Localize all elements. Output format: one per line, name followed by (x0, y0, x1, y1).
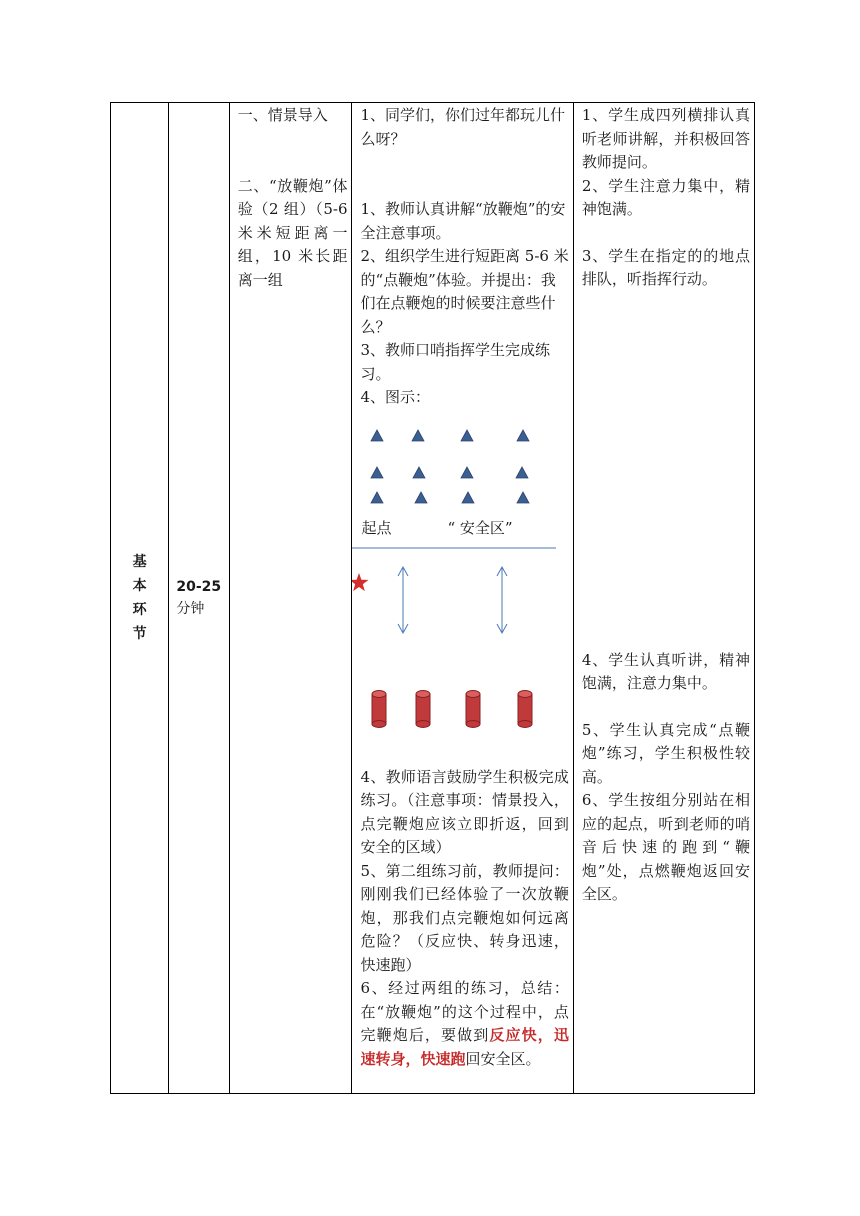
cone-icon (371, 492, 383, 503)
firecracker-top (416, 690, 430, 697)
student-point-1: 1、学生成四列横排认真听老师讲解，并积极回答教师提问。 (581, 106, 750, 171)
teacher-point-6: 5、第二组练习前，教师提问：刚刚我们已经体验了一次放鞭炮，那我们点完鞭炮如何远离危险？（反应快、转身迅速，快速跑） (360, 861, 569, 974)
time-label (169, 576, 228, 620)
section-cell (111, 103, 169, 1094)
section-label: 基本环节 (132, 554, 147, 642)
cone-icon (371, 467, 383, 478)
firecracker-top (466, 690, 480, 697)
cone-icon (371, 430, 383, 441)
student-point-6: 6、学生按组分别站在相应的起点，听到老师的哨音后快速的跑到“鞭炮”处，点燃鞭炮返回安全区。 (581, 791, 750, 903)
diagram-start-label: 起点 (361, 518, 392, 537)
cone-icon (412, 430, 424, 441)
cone-icon (517, 492, 529, 503)
firecracker-top (518, 690, 532, 697)
star-icon (352, 573, 369, 591)
diagram-safe-label: “ 安全区” (447, 518, 513, 537)
cone-icon (415, 492, 427, 503)
teacher-point-2: 2、组织学生进行短距离 5-6 米的“点鞭炮”体验。并提出：我们在点鞭炮的时候要注意些什么？ (360, 247, 569, 336)
firecracker-icon (466, 694, 480, 724)
cone-icon (413, 467, 425, 478)
cone-icon (461, 430, 473, 441)
table-row (111, 103, 755, 1094)
teacher-point-4: 4、图示： (360, 388, 431, 406)
content-item-2: 二、“放鞭炮”体验（2 组）（5-6 米米短距离一组，10 米长距离一组 (237, 176, 348, 289)
drill-diagram (352, 410, 572, 766)
teacher-point-5: 4、教师语言鼓励学生积极完成练习。（注意事项：情景投入，点完鞭炮应该立即折返，回到安全的区域） (360, 767, 569, 856)
teacher-cell (352, 103, 573, 1094)
student-point-4: 4、学生认真听讲，精神饱满，注意力集中。 (581, 650, 750, 692)
student-cell (573, 103, 754, 1094)
cone-icon (461, 467, 473, 478)
student-point-2: 2、学生注意力集中，精神饱满。 (581, 176, 750, 218)
firecracker-bottom (466, 720, 480, 727)
cone-icon (516, 467, 528, 478)
firecracker-bottom (372, 720, 386, 727)
time-cell (169, 103, 229, 1094)
summary-text-a: 6、经过两组的练习，总结：在“放鞭炮”的这个过程中，点完鞭炮后，要做到 (360, 979, 569, 1044)
cone-icon (462, 492, 474, 503)
firecracker-icon (518, 694, 532, 724)
student-point-3: 3、学生在指定的的地点排队，听指挥行动。 (581, 246, 750, 288)
firecracker-icon (416, 694, 430, 724)
drill-diagram-svg (352, 410, 572, 766)
firecracker-top (372, 690, 386, 697)
time-unit: 分钟 (176, 601, 205, 617)
teacher-question-1: 1、同学们，你们过年都玩儿什么呀？ (360, 106, 566, 148)
summary-text-b: 回安全区。 (465, 1049, 541, 1068)
cone-icon (517, 430, 529, 441)
teacher-point-3: 3、教师口哨指挥学生完成练习。 (360, 341, 551, 383)
firecracker-icon (372, 694, 386, 724)
teacher-point-7 (352, 977, 572, 1071)
summary-highlight: 反应快，迅速转身，快速跑 (360, 1026, 569, 1068)
content-cell (229, 103, 352, 1094)
firecracker-bottom (416, 720, 430, 727)
student-point-5: 5、学生认真完成“点鞭炮”练习，学生积极性较高。 (581, 720, 750, 786)
firecracker-bottom (518, 720, 532, 727)
teacher-point-1: 1、教师认真讲解“放鞭炮”的安全注意事项。 (360, 200, 566, 242)
lesson-plan-table (110, 102, 755, 1094)
time-value: 20-25 (176, 579, 222, 595)
content-item-1: 一、情景导入 (237, 106, 328, 124)
